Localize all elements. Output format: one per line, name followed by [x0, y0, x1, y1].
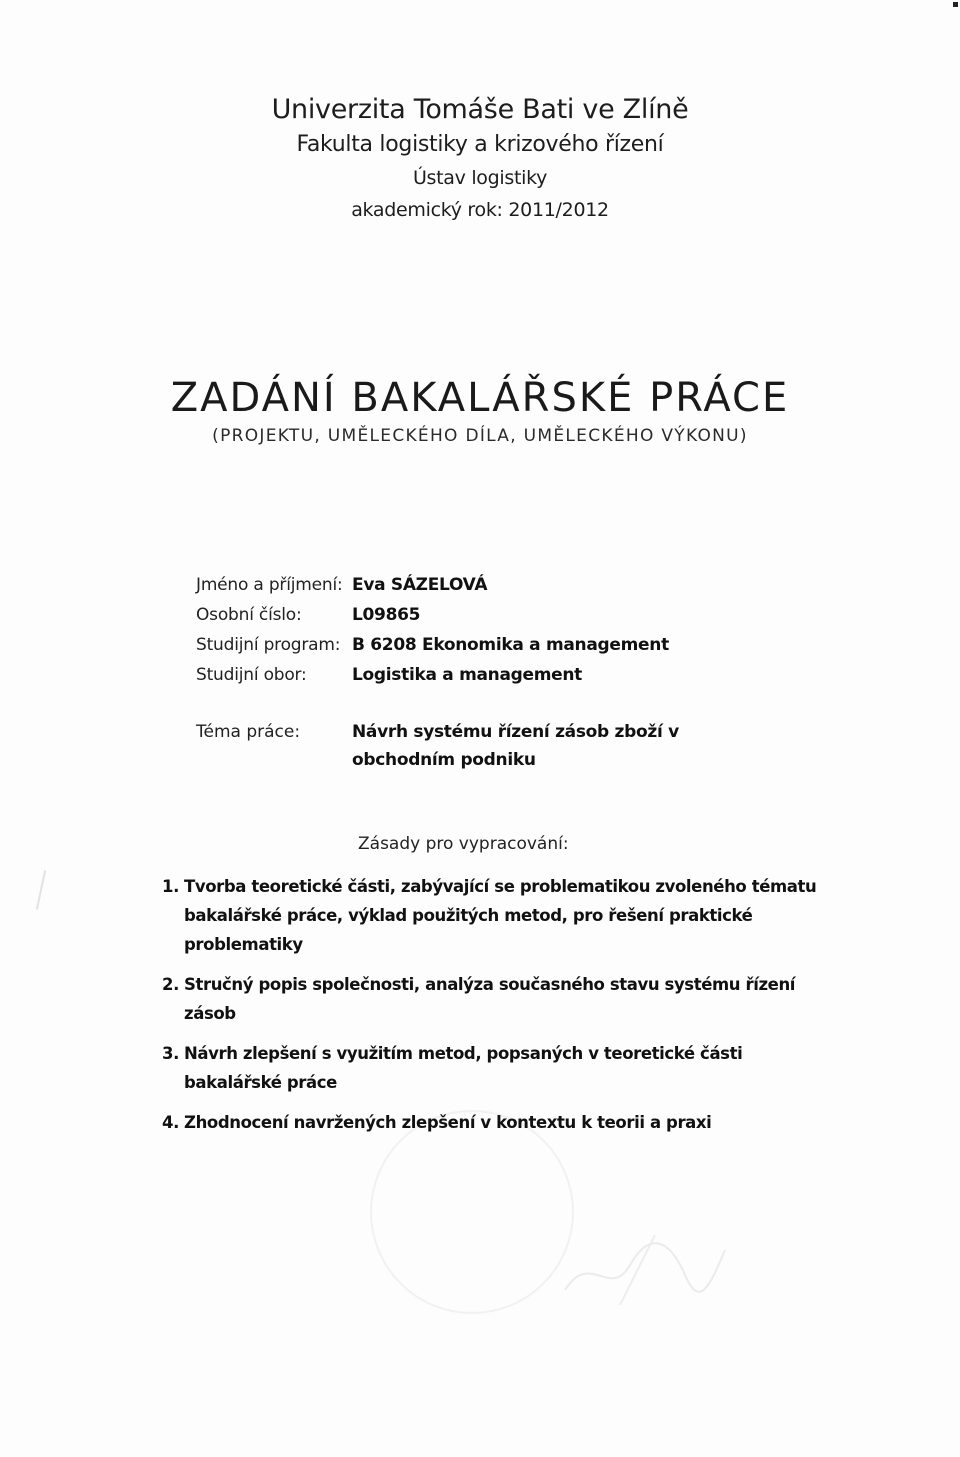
- field-value: Logistika a management: [352, 665, 582, 685]
- field-name: [196, 570, 816, 600]
- faint-signature: [560, 1230, 730, 1310]
- list-item-text: Tvorba teoretické části, zabývající se problematikou zvoleného tématu bakalářské práce, výklad použitých metod, pro řešení praktické problematiky: [184, 877, 817, 954]
- list-item-number: 1.: [162, 877, 179, 896]
- university-name: Univerzita Tomáše Bati ve Zlíně: [271, 94, 689, 125]
- field-label: Osobní číslo:: [196, 605, 302, 625]
- list-item-text: Návrh zlepšení s využitím metod, popsaných v teoretické části bakalářské práce: [184, 1044, 743, 1092]
- list-item-text: Stručný popis společnosti, analýza současného stavu systému řízení zásob: [184, 975, 796, 1023]
- field-value: B 6208 Ekonomika a management: [352, 635, 669, 655]
- list-item: [162, 1039, 842, 1097]
- list-item-number: 2.: [162, 975, 179, 994]
- topic-value: Návrh systému řízení zásob zboží v obchodním podniku: [352, 722, 679, 770]
- document-header: [0, 92, 960, 226]
- field-value: Eva SÁZELOVÁ: [352, 575, 488, 595]
- list-item: [162, 1108, 842, 1137]
- list-item-text: Zhodnocení navržených zlepšení v kontextu k teorii a praxi: [184, 1113, 712, 1132]
- field-label: Studijní obor:: [196, 665, 307, 685]
- student-details: [196, 570, 816, 690]
- principles-heading: Zásady pro vypracování:: [358, 834, 569, 854]
- list-item-number: 4.: [162, 1113, 179, 1132]
- academic-year: akademický rok: 2011/2012: [351, 199, 609, 221]
- field-value: L09865: [352, 605, 421, 625]
- scan-mark: [953, 2, 958, 7]
- field-study-program: [196, 630, 816, 660]
- field-label: Jméno a příjmení:: [196, 575, 343, 595]
- institute-name: Ústav logistiky: [412, 167, 548, 189]
- title-block: [0, 373, 960, 449]
- list-item: [162, 872, 842, 959]
- list-item: [162, 970, 842, 1028]
- field-study-branch: [196, 660, 816, 690]
- principles-list: [162, 872, 842, 1148]
- faculty-name: Fakulta logistiky a krizového řízení: [296, 132, 664, 157]
- topic-label: Téma práce:: [196, 722, 301, 742]
- document-subtitle: (PROJEKTU, UMĚLECKÉHO DÍLA, UMĚLECKÉHO VÝKONU): [212, 426, 748, 446]
- document-title: ZADÁNÍ BAKALÁŘSKÉ PRÁCE: [170, 375, 790, 421]
- margin-mark: [36, 870, 46, 910]
- field-personal-number: [196, 600, 816, 630]
- list-item-number: 3.: [162, 1044, 179, 1063]
- field-label: Studijní program:: [196, 635, 341, 655]
